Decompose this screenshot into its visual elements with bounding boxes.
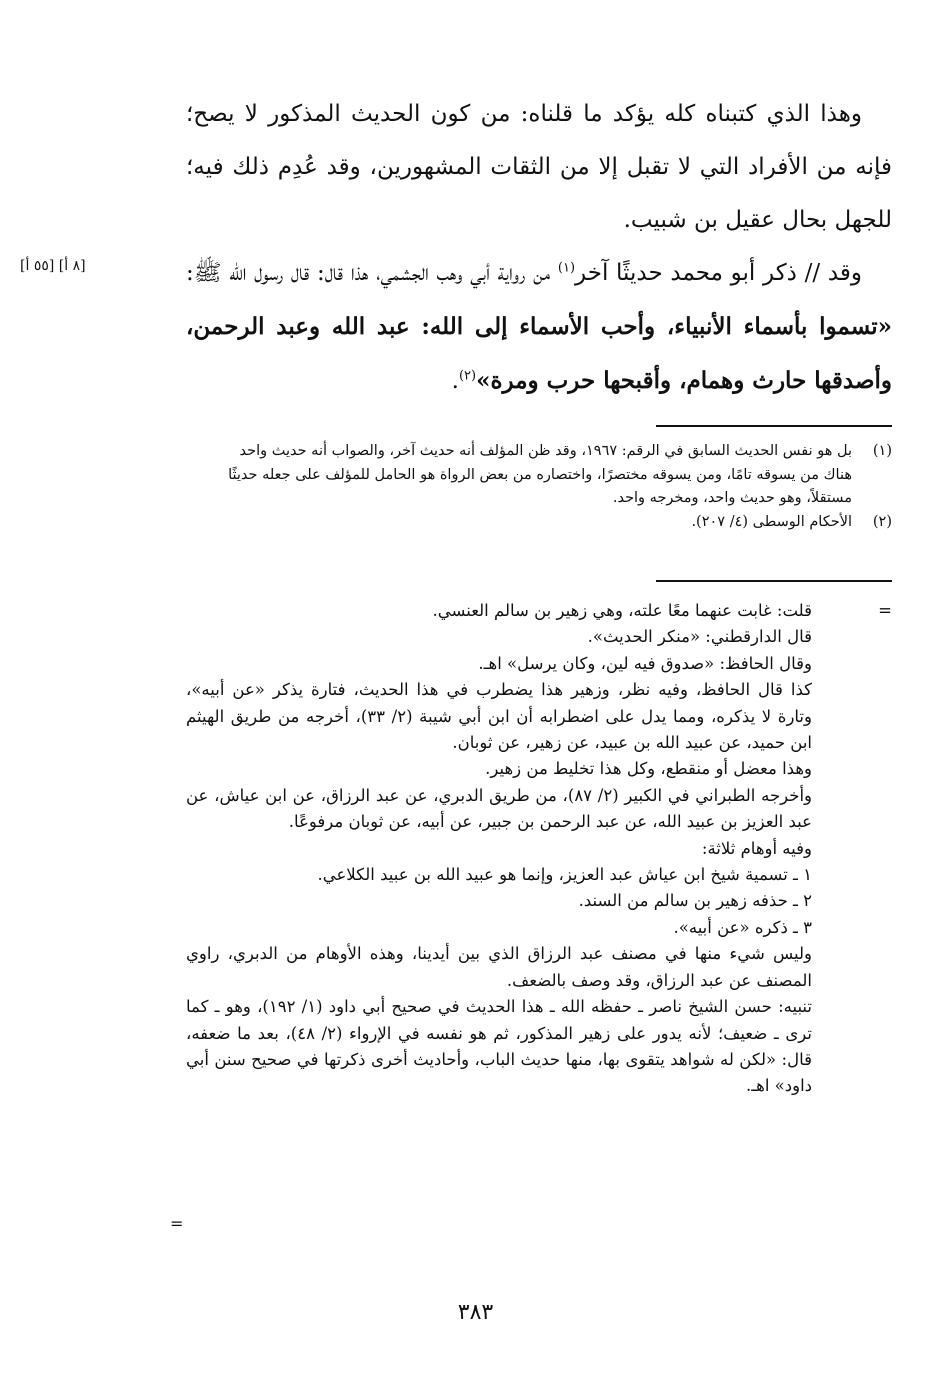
footnote-number: (٢) — [872, 513, 892, 530]
para2-mid: من رواية أبي وهب الجشمي، هذا قال: قال رسول الله ﷺ: — [186, 260, 558, 286]
commentary-line: وهذا معضل أو منقطع، وكل هذا تخليط من زهير. — [485, 759, 812, 779]
commentary-line: ٣ ـ ذكره «عن أبيه». — [673, 917, 812, 937]
commentary-line: وفيه أوهام ثلاثة: — [701, 838, 812, 858]
footnote-separator — [656, 425, 892, 427]
commentary-line: قلت: غابت عنهما معًا علته، وهي زهير بن سالم العنسي. — [432, 601, 812, 620]
continuation-mark: = — [878, 601, 892, 620]
footnote-ref-2: (٢) — [458, 368, 477, 384]
commentary-line: ١ ـ تسمية شيخ ابن عياش عبد العزيز، وإنما هو عبيد الله بن عبيد الكلاعي. — [317, 865, 812, 885]
main-text — [186, 88, 892, 408]
commentary-line: ٢ ـ حذفه زهير بن سالم من السند. — [578, 891, 812, 911]
footnote-number: (١) — [872, 443, 892, 459]
footnote-line: مستقلاً، وهو حديث واحد، ومخرجه واحد. — [612, 490, 852, 506]
manuscript-margin-reference: [٨ أ] [٥٥ أ] — [20, 258, 86, 274]
page-number: ٣٨٣ — [457, 1300, 494, 1325]
footnote-ref-1: (١) — [557, 260, 576, 276]
hadith-quote: «تسموا بأسماء الأنبياء، وأحب الأسماء إلى الله: عبد الله وعبد الرحمن، وأصدقها حارث وهمام، وأقبحها حرب ومرة» — [186, 313, 892, 394]
footnote-line: الأحكام الوسطى (٤/ ٢٠٧). — [691, 513, 852, 530]
commentary-line: وليس شيء منها في مصنف عبد الرزاق الذي بين أيدينا، وهذه الأوهام من الدبري، راوي المصنف عن عبد الرزاق، وقد وصف بالضعف. — [186, 944, 812, 990]
commentary-line: وقال الحافظ: «صدوق فيه لين، وكان يرسل» اهـ. — [478, 653, 812, 673]
para2-intro: وقد // ذكر أبو محمد حديثًا آخر — [575, 260, 862, 286]
commentary — [186, 598, 892, 1100]
footnote-2 — [186, 511, 892, 535]
commentary-line: وأخرجه الطبراني في الكبير (٢/ ٨٧)، من طريق الدبري، عن عبد الرزاق، عن ابن عياش، عن عبد العزيز بن عبيد الله، عن عبد الرحمن بن جبير، عن أبيه، عن ثوبان مرفوعًا. — [186, 785, 813, 832]
commentary-line: كذا قال الحافظ، وفيه نظر، وزهير هذا يضطرب في هذا الحديث، فتارة يذكر «عن أبيه»، وتارة لا يذكره، ومما يدل على اضطرابه أن ابن أبي شيبة (٢/ ٣٣)، أخرجه من طريق الهيثم ابن حميد، عن عبيد الله بن عبيد، عن زهير، عن ثوبان. — [186, 680, 812, 753]
main-paragraph-1: وهذا الذي كتبناه كله يؤكد ما قلناه: من كون الحديث المذكور لا يصح؛ فإنه من الأفراد التي لا تقبل إلا من الثقات المشهورين، وقد عُدِم ذلك فيه؛ للجهل بحال عقيل بن شبيب. — [186, 101, 892, 233]
commentary-separator — [656, 580, 892, 582]
commentary-line: قال الدارقطني: «منكر الحديث». — [587, 627, 812, 647]
commentary-body — [186, 598, 812, 1100]
main-paragraph-2 — [186, 247, 892, 408]
footnote-text — [186, 511, 852, 535]
para2-end: . — [451, 368, 459, 394]
footnote-line: هناك من يسوقه تامًا، ومن يسوقه مختصرًا، واختصاره من بعض الرواة هو الحامل للمؤلف على جعله حديثًا — [228, 466, 852, 483]
continuation-mark-end: = — [170, 1214, 184, 1233]
footnote-1 — [186, 440, 892, 511]
footnote-line: بل هو نفس الحديث السابق في الرقم: ١٩٦٧، وقد ظن المؤلف أنه حديث آخر، والصواب أنه حديث واحد — [239, 443, 852, 459]
footnote-text — [186, 440, 852, 511]
commentary-line: تنبيه: حسن الشيخ ناصر ـ حفظه الله ـ هذا الحديث في صحيح أبي داود (١/ ١٩٢)، وهو ـ كما ترى ـ ضعيف؛ لأنه يدور على زهير المذكور، ثم هو نفسه في الإرواء (٢/ ٤٨)، بعد ما ضعفه، قال: «لكن له شواهد يتقوى بها، منها حديث الباب، وأحاديث أخرى ذكرتها في صحيح سنن أبي داود» اهـ. — [186, 997, 812, 1096]
footnotes — [186, 440, 892, 534]
